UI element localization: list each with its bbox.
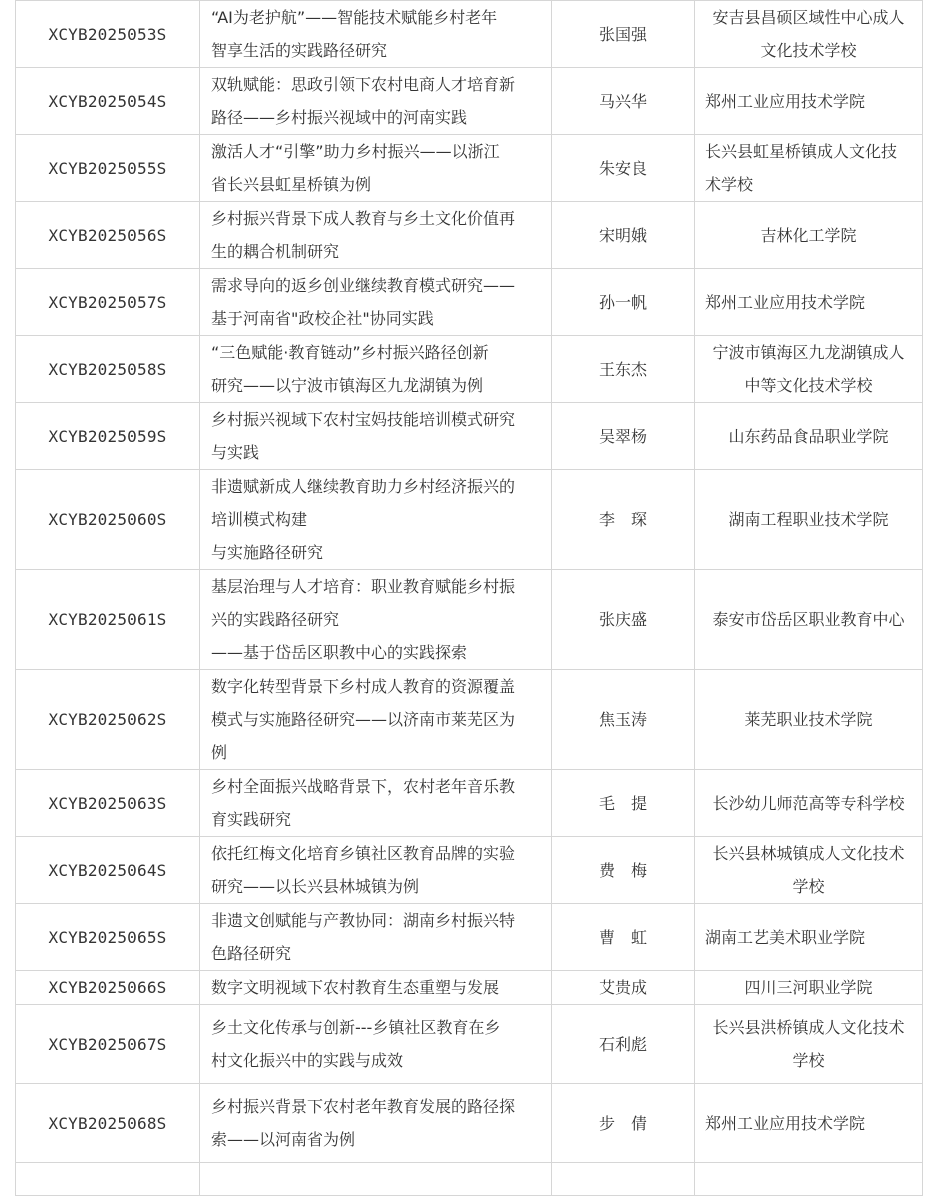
organization xyxy=(695,135,923,202)
title-line: 研究——以宁波市镇海区九龙湖镇为例 xyxy=(211,376,484,395)
project-code: XCYB2025059S xyxy=(16,403,200,470)
principal-name: 孙一帆 xyxy=(552,269,695,336)
table-row xyxy=(16,904,923,971)
table-row xyxy=(16,68,923,135)
table-row xyxy=(16,336,923,403)
project-title xyxy=(200,269,552,336)
title-line: 非遗赋新成人继续教育助力乡村经济振兴的 xyxy=(211,477,516,496)
principal-name: 吴翠杨 xyxy=(552,403,695,470)
project-title xyxy=(200,770,552,837)
title-line: 兴的实践路径研究 xyxy=(211,610,340,629)
organization xyxy=(695,470,923,570)
org-line: 宁波市镇海区九龙湖镇成人 xyxy=(712,343,905,362)
title-line: 非遗文创赋能与产教协同：湖南乡村振兴特 xyxy=(211,911,516,930)
table-row xyxy=(16,1,923,68)
table-row xyxy=(16,1084,923,1163)
title-line: 基层治理与人才培育：职业教育赋能乡村振 xyxy=(211,577,516,596)
org-line: 安吉县昌硕区域性中心成人 xyxy=(712,8,905,27)
title-line: 基于河南省"政校企社"协同实践 xyxy=(211,309,434,328)
principal-name: 石利彪 xyxy=(552,1005,695,1084)
project-title xyxy=(200,904,552,971)
title-line: 村文化振兴中的实践与成效 xyxy=(211,1051,404,1070)
organization xyxy=(695,904,923,971)
principal-name: 张国强 xyxy=(552,1,695,68)
principal-name: 王东杰 xyxy=(552,336,695,403)
title-line: ——基于岱岳区职教中心的实践探索 xyxy=(211,643,468,662)
org-line: 长兴县虹星桥镇成人文化技 xyxy=(705,142,898,161)
principal-name: 艾贵成 xyxy=(552,971,695,1005)
org-line: 郑州工业应用技术学院 xyxy=(705,91,866,111)
table-row xyxy=(16,1163,923,1196)
org-line: 长兴县洪桥镇成人文化技术 xyxy=(712,1018,905,1037)
title-line: 育实践研究 xyxy=(211,810,292,829)
org-line: 学校 xyxy=(792,877,825,896)
project-code: XCYB2025057S xyxy=(16,269,200,336)
project-code: XCYB2025067S xyxy=(16,1005,200,1084)
org-line: 长兴县林城镇成人文化技术 xyxy=(712,844,905,863)
title-line: 智享生活的实践路径研究 xyxy=(211,41,388,60)
org-line: 山东药品食品职业学院 xyxy=(728,426,889,446)
org-line: 郑州工业应用技术学院 xyxy=(705,292,866,312)
org-line: 学校 xyxy=(792,1051,825,1070)
project-code: XCYB2025061S xyxy=(16,570,200,670)
project-title xyxy=(200,971,552,1005)
principal-name: 焦玉涛 xyxy=(552,670,695,770)
project-code: XCYB2025062S xyxy=(16,670,200,770)
organization xyxy=(695,570,923,670)
project-title xyxy=(200,1005,552,1084)
empty-cell xyxy=(552,1163,695,1196)
org-line: 莱芜职业技术学院 xyxy=(744,710,873,729)
title-line: 乡村振兴背景下成人教育与乡土文化价值再 xyxy=(211,209,516,228)
title-line: 路径——乡村振兴视域中的河南实践 xyxy=(211,108,468,127)
principal-name: 宋明娥 xyxy=(552,202,695,269)
org-line: 湖南工程职业技术学院 xyxy=(728,510,889,529)
project-code: XCYB2025053S xyxy=(16,1,200,68)
title-line: 研究——以长兴县林城镇为例 xyxy=(211,877,420,896)
empty-cell xyxy=(695,1163,923,1196)
project-title xyxy=(200,336,552,403)
project-title xyxy=(200,837,552,904)
title-line: 生的耦合机制研究 xyxy=(211,242,340,261)
table-row xyxy=(16,770,923,837)
title-line: 依托红梅文化培育乡镇社区教育品牌的实验 xyxy=(211,844,516,863)
organization xyxy=(695,269,923,336)
organization xyxy=(695,971,923,1005)
project-title xyxy=(200,470,552,570)
org-line: 长沙幼儿师范高等专科学校 xyxy=(712,793,905,813)
principal-name: 张庆盛 xyxy=(552,570,695,670)
principal-name: 李琛 xyxy=(552,470,695,570)
project-title xyxy=(200,135,552,202)
table-row xyxy=(16,135,923,202)
title-line: 激活人才“引擎”助力乡村振兴——以浙江 xyxy=(211,142,500,161)
title-line: 乡村振兴视域下农村宝妈技能培训模式研究 xyxy=(211,410,516,429)
title-line: 需求导向的返乡创业继续教育模式研究—— xyxy=(211,276,516,295)
project-code: XCYB2025056S xyxy=(16,202,200,269)
title-line: 模式与实施路径研究——以济南市莱芜区为 xyxy=(211,710,516,729)
principal-name: 马兴华 xyxy=(552,68,695,135)
title-line: 数字文明视域下农村教育生态重塑与发展 xyxy=(211,978,500,997)
title-line: 例 xyxy=(211,743,228,762)
organization xyxy=(695,1,923,68)
org-line: 文化技术学校 xyxy=(760,41,857,60)
table-row xyxy=(16,470,923,570)
table-row xyxy=(16,403,923,470)
principal-name: 曹虹 xyxy=(552,904,695,971)
project-code: XCYB2025063S xyxy=(16,770,200,837)
title-line: 省长兴县虹星桥镇为例 xyxy=(211,175,372,194)
title-line: 索——以河南省为例 xyxy=(211,1130,356,1149)
organization xyxy=(695,837,923,904)
title-line: “三色赋能·教育链动”乡村振兴路径创新 xyxy=(211,343,489,362)
project-code: XCYB2025064S xyxy=(16,837,200,904)
table-row xyxy=(16,971,923,1005)
table-row xyxy=(16,202,923,269)
org-line: 术学校 xyxy=(705,175,754,194)
organization xyxy=(695,202,923,269)
empty-cell xyxy=(16,1163,200,1196)
table-row xyxy=(16,269,923,336)
organization xyxy=(695,770,923,837)
title-line: “AI为老护航”——智能技术赋能乡村老年 xyxy=(211,8,498,27)
table-row xyxy=(16,1005,923,1084)
org-line: 四川三河职业学院 xyxy=(744,978,873,997)
project-code: XCYB2025066S xyxy=(16,971,200,1005)
title-line: 与实践 xyxy=(211,443,260,462)
title-line: 培训模式构建 xyxy=(211,510,308,529)
organization xyxy=(695,1084,923,1163)
organization xyxy=(695,670,923,770)
org-line: 湖南工艺美术职业学院 xyxy=(705,927,866,947)
title-line: 与实施路径研究 xyxy=(211,543,324,562)
project-title xyxy=(200,1,552,68)
title-line: 数字化转型背景下乡村成人教育的资源覆盖 xyxy=(211,677,516,696)
organization xyxy=(695,336,923,403)
organization xyxy=(695,68,923,135)
organization xyxy=(695,1005,923,1084)
project-code: XCYB2025055S xyxy=(16,135,200,202)
project-title xyxy=(200,670,552,770)
project-table xyxy=(15,0,923,1196)
project-code: XCYB2025065S xyxy=(16,904,200,971)
principal-name: 费梅 xyxy=(552,837,695,904)
project-code: XCYB2025068S xyxy=(16,1084,200,1163)
project-code: XCYB2025054S xyxy=(16,68,200,135)
org-line: 泰安市岱岳区职业教育中心 xyxy=(712,610,905,629)
title-line: 双轨赋能：思政引领下农村电商人才培育新 xyxy=(211,75,516,94)
org-line: 吉林化工学院 xyxy=(760,225,857,245)
org-line: 中等文化技术学校 xyxy=(744,376,873,395)
title-line: 乡村全面振兴战略背景下，农村老年音乐教 xyxy=(211,777,516,796)
project-code: XCYB2025058S xyxy=(16,336,200,403)
title-line: 乡土文化传承与创新---乡镇社区教育在乡 xyxy=(211,1018,501,1037)
title-line: 色路径研究 xyxy=(211,944,292,963)
organization xyxy=(695,403,923,470)
table-row xyxy=(16,670,923,770)
table-row xyxy=(16,570,923,670)
project-code: XCYB2025060S xyxy=(16,470,200,570)
table-row xyxy=(16,837,923,904)
project-title xyxy=(200,202,552,269)
principal-name: 毛提 xyxy=(552,770,695,837)
project-title xyxy=(200,570,552,670)
empty-cell xyxy=(200,1163,552,1196)
principal-name: 步倩 xyxy=(552,1084,695,1163)
project-title xyxy=(200,1084,552,1163)
project-title xyxy=(200,68,552,135)
org-line: 郑州工业应用技术学院 xyxy=(705,1113,866,1133)
project-title xyxy=(200,403,552,470)
title-line: 乡村振兴背景下农村老年教育发展的路径探 xyxy=(211,1097,516,1116)
principal-name: 朱安良 xyxy=(552,135,695,202)
